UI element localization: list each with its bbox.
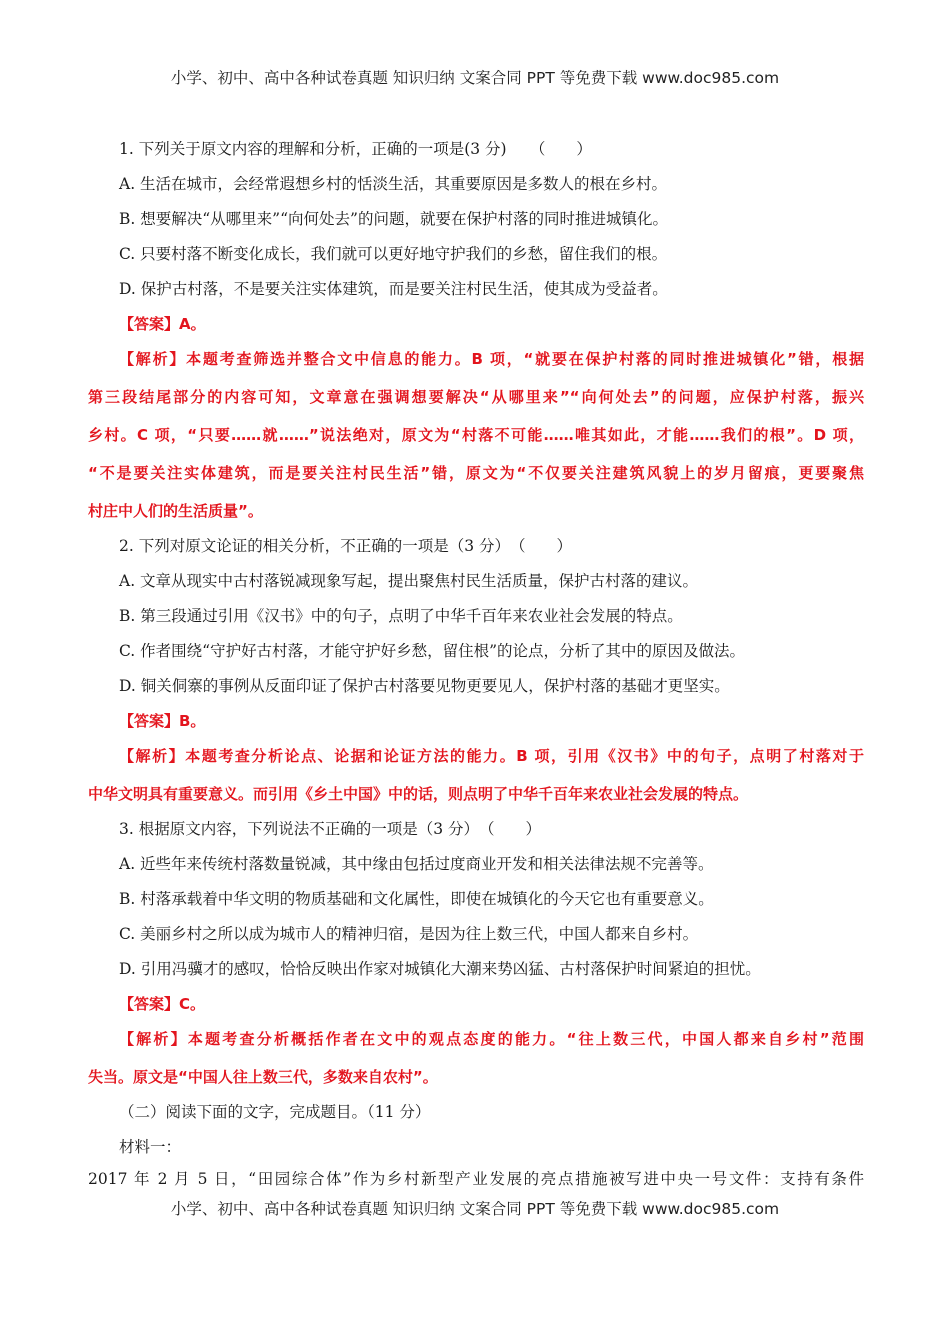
- q3-answer: 【答案】C。: [119, 995, 206, 1013]
- material-first-line: 2017 年 2 月 5 日，“田园综合体”作为乡村新型产业发展的亮点措施被写进中央一号文件：支持有条件: [88, 1170, 864, 1188]
- q1-option-d: D. 保护古村落，不是要关注实体建筑，而是要关注村民生活，使其成为受益者。: [119, 280, 668, 298]
- q2-answer: 【答案】B。: [119, 712, 206, 730]
- q1-option-a: A. 生活在城市，会经常遐想乡村的恬淡生活，其重要原因是多数人的根在乡村。: [119, 175, 668, 193]
- q2-analysis-line: 中华文明具有重要意义。而引用《乡土中国》中的话，则点明了中华千百年来农业社会发展的特点。: [88, 785, 749, 803]
- q1-stem: 1. 下列关于原文内容的理解和分析，正确的一项是(3 分) （ ）: [119, 140, 592, 158]
- page-footer: 小学、初中、高中各种试卷真题 知识归纳 文案合同 PPT 等免费下载 www.doc985.com: [170, 1200, 780, 1218]
- q3-option-a: A. 近些年来传统村落数量锐减，其中缘由包括过度商业开发和相关法律法规不完善等。: [119, 855, 714, 873]
- q2-option-c: C. 作者围绕“守护好古村落，才能守护好乡愁，留住根”的论点，分析了其中的原因及做法。: [119, 642, 746, 660]
- q1-analysis-line: 【解析】本题考查筛选并整合文中信息的能力。B 项，“就要在保护村落的同时推进城镇化”错，根据: [119, 350, 864, 368]
- page-header: 小学、初中、高中各种试卷真题 知识归纳 文案合同 PPT 等免费下载 www.doc985.com: [170, 69, 780, 87]
- q3-analysis-line: 失当。原文是“中国人往上数三代，多数来自农村”。: [88, 1068, 438, 1086]
- q1-analysis-line: 村庄中人们的生活质量”。: [88, 502, 263, 520]
- q3-stem: 3. 根据原文内容，下列说法不正确的一项是（3 分） （ ）: [119, 820, 542, 838]
- material-label: 材料一：: [119, 1138, 182, 1156]
- q1-answer: 【答案】A。: [119, 315, 206, 333]
- q3-option-d: D. 引用冯骥才的感叹，恰恰反映出作家对城镇化大潮来势凶猛、古村落保护时间紧迫的担忧。: [119, 960, 761, 978]
- q3-option-b: B. 村落承载着中华文明的物质基础和文化属性，即使在城镇化的今天它也有重要意义。: [119, 890, 714, 908]
- q2-analysis-line: 【解析】本题考查分析论点、论据和论证方法的能力。B 项，引用《汉书》中的句子，点明了村落对于: [119, 747, 864, 765]
- q2-stem: 2. 下列对原文论证的相关分析，不正确的一项是（3 分） （ ）: [119, 537, 573, 555]
- q2-option-a: A. 文章从现实中古村落锐减现象写起，提出聚焦村民生活质量，保护古村落的建议。: [119, 572, 699, 590]
- q1-option-c: C. 只要村落不断变化成长，我们就可以更好地守护我们的乡愁，留住我们的根。: [119, 245, 668, 263]
- q1-analysis-line: “不是要关注实体建筑，而是要关注村民生活”错，原文为“不仅要关注建筑风貌上的岁月留痕，更要聚焦: [88, 464, 864, 482]
- q2-option-d: D. 铜关侗寨的事例从反面印证了保护古村落要见物更要见人，保护村落的基础才更坚实。: [119, 677, 730, 695]
- q3-analysis-line: 【解析】本题考查分析概括作者在文中的观点态度的能力。“往上数三代，中国人都来自乡村”范围: [119, 1030, 864, 1048]
- q1-option-b: B. 想要解决“从哪里来”“向何处去”的问题，就要在保护村落的同时推进城镇化。: [119, 210, 668, 228]
- section-title: （二）阅读下面的文字，完成题目。（11 分）: [119, 1103, 431, 1121]
- q3-option-c: C. 美丽乡村之所以成为城市人的精神归宿，是因为往上数三代，中国人都来自乡村。: [119, 925, 699, 943]
- q1-analysis-line: 乡村。C 项，“只要……就……”说法绝对，原文为“村落不可能……唯其如此，才能……我们的根”。D 项，: [88, 426, 864, 444]
- q2-option-b: B. 第三段通过引用《汉书》中的句子，点明了中华千百年来农业社会发展的特点。: [119, 607, 683, 625]
- q1-analysis-line: 第三段结尾部分的内容可知，文章意在强调想要解决“从哪里来”“向何处去”的问题，应保护村落，振兴: [88, 388, 864, 406]
